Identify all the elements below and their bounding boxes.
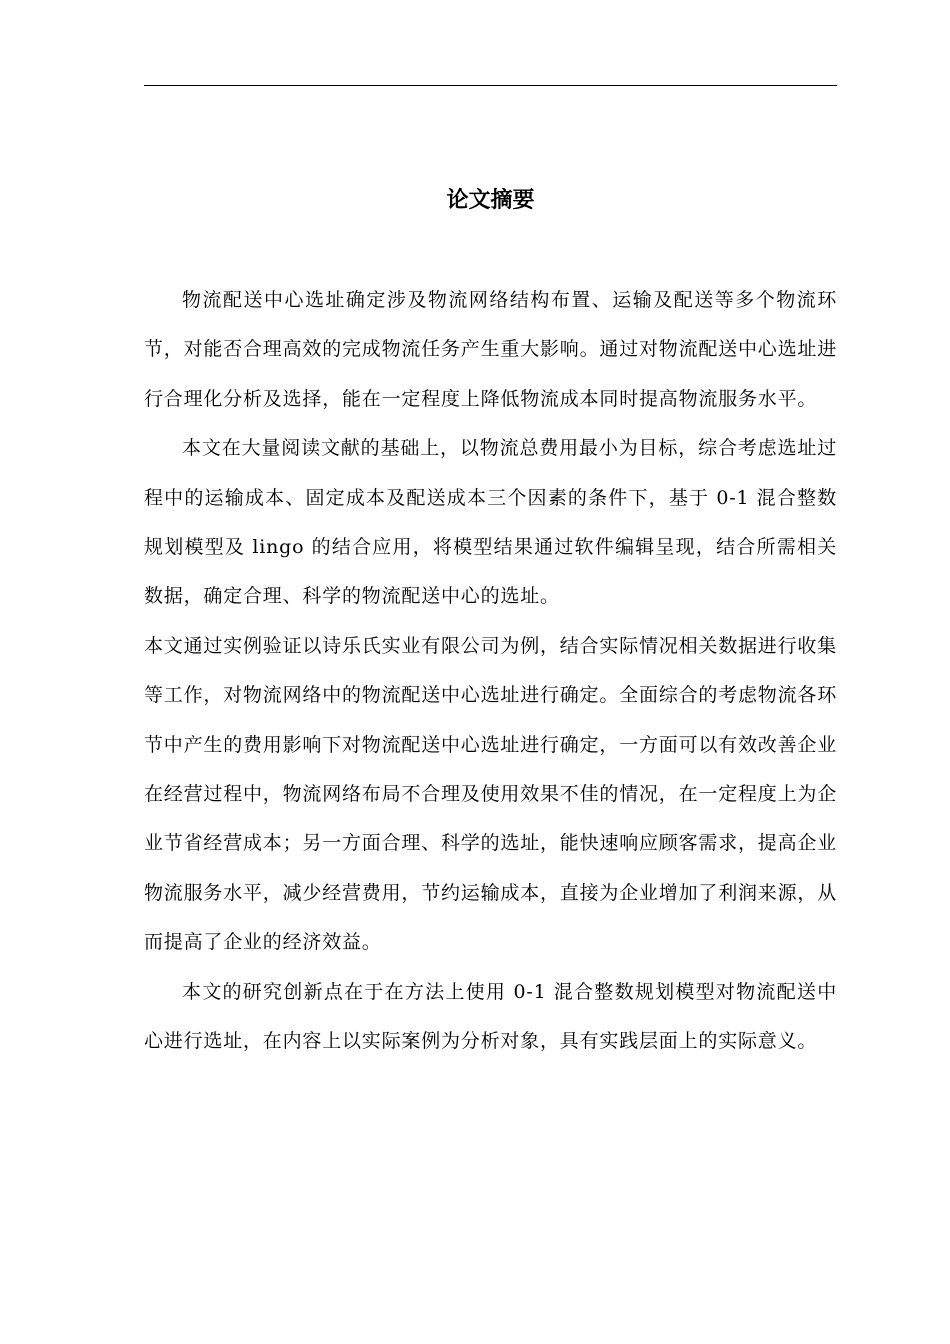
paragraph-1: 物流配送中心选址确定涉及物流网络结构布置、运输及配送等多个物流环节，对能否合理高效的完成物流任务产生重大影响。通过对物流配送中心选址进行合理化分析及选择，能在一定程度上降低物流成本同时提高物流服务水平。 [144,289,838,410]
page-title: 论文摘要 [446,188,535,213]
paragraph-2: 本文在大量阅读文献的基础上，以物流总费用最小为目标，综合考虑选址过程中的运输成本、固定成本及配送成本三个因素的条件下，基于 0-1 混合整数规划模型及 lingo 的结合应用，将模型结果通过软件编辑呈现，结合所需相关数据，确定合理、科学的物流配送中心的选址。 [144,437,837,608]
paragraph-3: 本文通过实例验证以诗乐氏实业有限公司为例，结合实际情况相关数据进行收集等工作，对物流网络中的物流配送中心选址进行确定。全面综合的考虑物流各环节中产生的费用影响下对物流配送中心选址进行确定，一方面可以有效改善企业在经营过程中，物流网络布局不合理及使用效果不佳的情况，在一定程度上为企业节省经营成本；另一方面合理、科学的选址，能快速响应顾客需求，提高企业物流服务水平，减少经营费用，节约运输成本，直接为企业增加了利润来源，从而提高了企业的经济效益。 [144,634,838,954]
paragraph-4: 本文的研究创新点在于在方法上使用 0-1 混合整数规划模型对物流配送中心进行选址，在内容上以实际案例为分析对象，具有实践层面上的实际意义。 [144,980,837,1053]
header-rule [144,85,837,86]
abstract-body [144,276,837,1067]
